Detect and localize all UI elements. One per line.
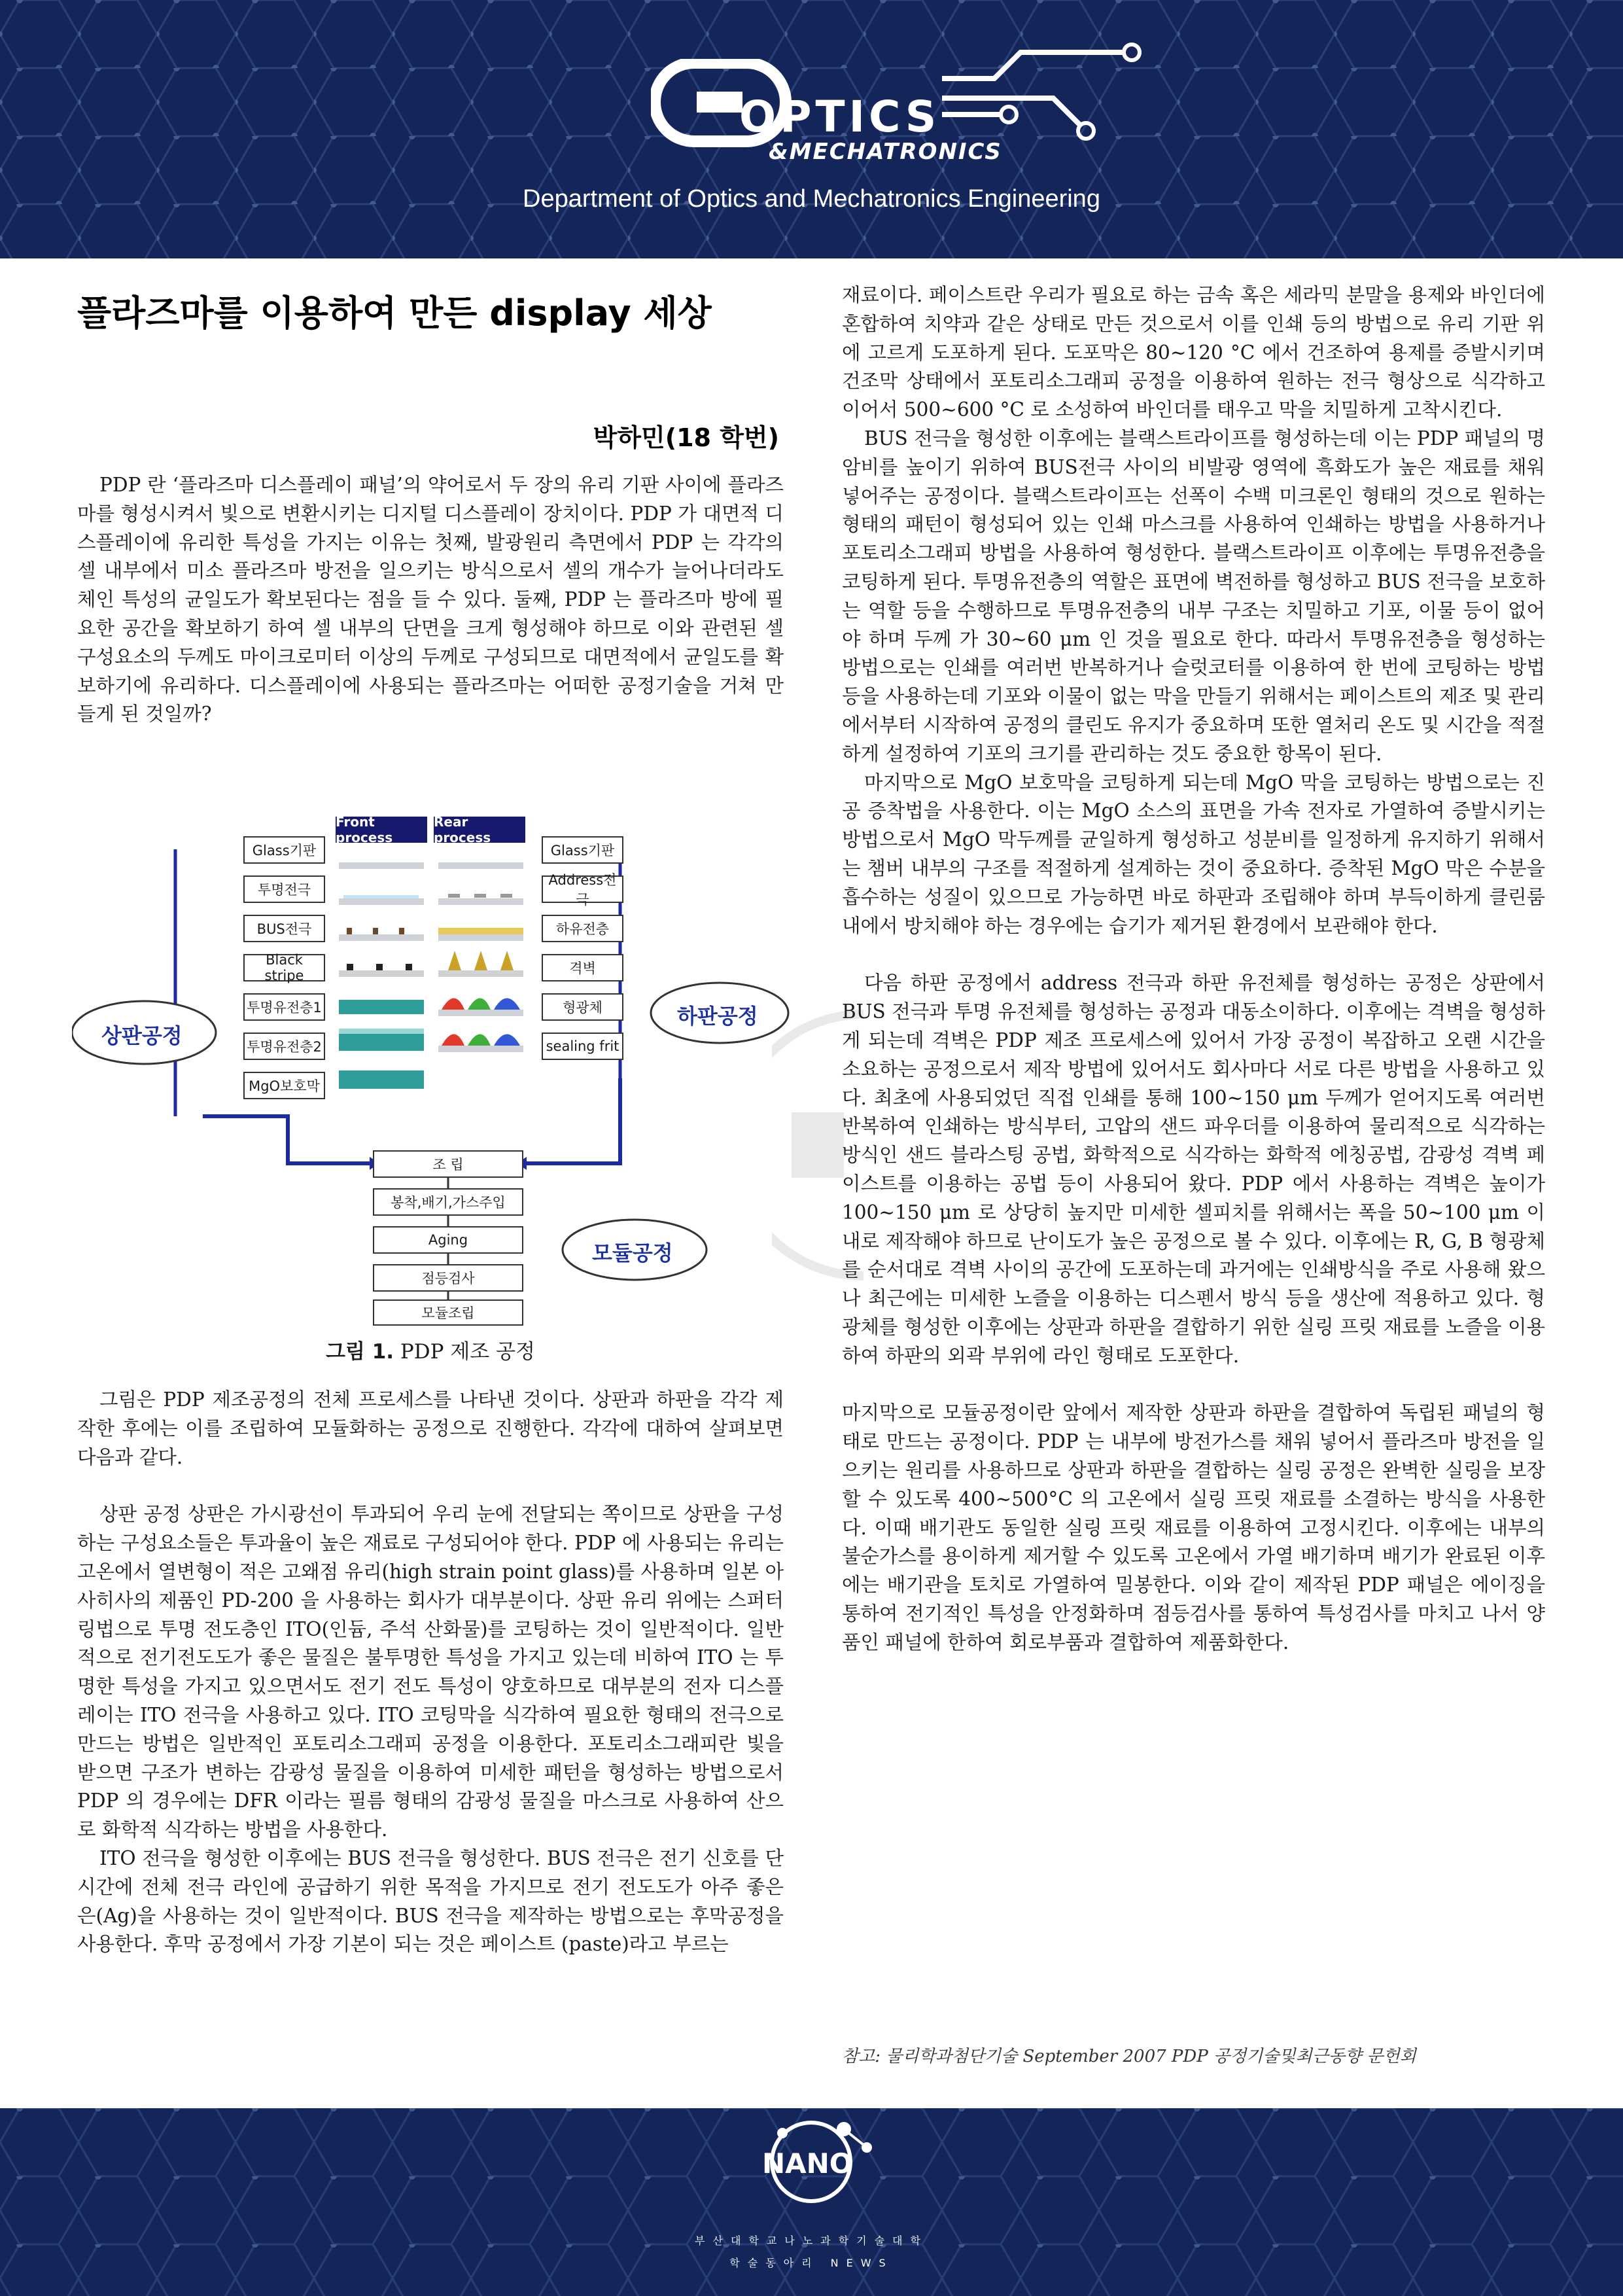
paragraph: 다음 하판 공정에서 address 전극과 하판 유전체를 형성하는 공정은 상판에서 BUS 전극과 투명 유전체를 형성하는 공정과 대동소이하다. 이후에는 격벽을 형성하게 되는데 격벽은 PDP 제조 프로세스에 있어서 가장 공정이 복잡하고 오랜 시간을 소요하는 공정으로서 제작 방법에 있어서도 회사마다 서로 다른 방법을 사용하고 있다. 최초에 사용되었던 직접 인쇄를 통해 100~150 μm 두께가 얻어지도록 여러번 반복하여 인쇄하는 방식부터, 고압의 샌드 파우더를 이용하여 물리적으로 식각하는 방식인 샌드 블라스팅 공법, 화학적으로 식각하는 화학적 에칭공법, 감광성 격벽 페이스트를 이용하는 공법 등이 사용되어 왔다. PDP 에서 사용하는 격벽은 높이가 100~150 μm 로 상당히 높지만 미세한 셀피치를 위해서는 폭을 50~100 μm 이내로 제작해야 하므로 난이도가 높은 공정으로 볼 수 있다. 이후에는 R, G, B 형광체를 순서대로 격벽 사이의 공간에 도포하는데 과거에는 인쇄방식을 주로 사용해 왔으나 최근에는 미세한 노즐을 이용하는 디스펜서 방식 등을 생산에 적용하고 있다. 형광체를 형성한 이후에는 상판과 하판을 결합하기 위한 실링 프릿 재료를 노즐을 이용하여 하판의 외곽 부위에 라인 형태로 도포한다. [842,972,1545,1367]
footer-college-name: 부산대학교나노과학기술대학 [695,2234,928,2247]
footer-club-news: 학술동아리 NEWS [729,2257,894,2269]
caption-text: PDP 제조 공정 [394,1340,535,1364]
front-step: Black stripe [243,954,325,981]
article-author: 박하민(18 학번) [593,423,779,452]
rear-step: 격벽 [542,954,623,981]
paragraph: BUS 전극을 형성한 이후에는 블랙스트라이프를 형성하는데 이는 PDP 패널의 명암비를 높이기 위하여 BUS전극 사이의 비발광 영역에 흑화도가 높은 재료를 채워 넣어주는 공정이다. 블랙스트라이프는 선폭이 수백 미크론인 형태의 것으로 원하는 형태의 패턴이 형성되어 있는 인쇄 마스크를 사용하여 인쇄하는 방법을 사용하거나 포토리소그래피 방법을 사용하여 형성한다. 블랙스트라이프 이후에는 투명유전층을 코팅하게 된다. 투명유전층의 역할은 표면에 벽전하를 형성하고 BUS 전극을 보호하는 역할 등을 수행하므로 투명유전층의 내부 구조는 치밀하고 기포, 이물 등이 없어야 하며 두께 가 30~60 μm 인 것을 필요로 한다. 따라서 투명유전층을 형성하는 방법으로는 인쇄를 여러번 반복하거나 슬럿코터를 이용하여 한 번에 코팅하는 방법 등을 사용하는데 기포와 이물이 없는 막을 만들기 위해서는 페이스트의 제조 및 관리에서부터 시작하여 공정의 클린도 유지가 중요하며 또한 열처리 온도 및 시간을 적절하게 설정하여 기포의 크기를 관리하는 것도 중요한 항목이 된다. [842,427,1545,765]
cloud-module-label: 모듈공정 [592,1241,673,1265]
cloud-rear-label: 하판공정 [677,1004,758,1029]
module-step: 점등검사 [373,1264,523,1292]
paragraph: 마지막으로 모듈공정이란 앞에서 제작한 상판과 하판을 결합하여 독립된 패널의 형태로 만드는 공정이다. PDP 는 내부에 방전가스를 채워 넣어서 플라즈마 방전을 일으키는 원리를 사용하므로 상판과 하판을 결합하는 실링 공정은 완벽한 실링을 보장할 수 있도록 400~500°C 의 고온에서 실링 프릿 재료를 소결하는 방식을 사용한다. 이때 배기관도 동일한 실링 프릿 재료를 이용하여 고정시킨다. 이후에는 내부의 불순가스를 용이하게 제거할 수 있도록 고온에서 가열 배기하며 배기가 완료된 이후에는 배기관을 토치로 가열하여 밀봉한다. 이와 같이 제작된 PDP 패널은 에이징을 통하여 전기적인 특성을 안정화하며 점등검사를 통하여 특성검사를 마치고 나서 양품인 패널에 한하여 회로부품과 결합하여 제품화한다. [842,1402,1545,1653]
paragraph: 마지막으로 MgO 보호막을 코팅하게 되는데 MgO 막을 코팅하는 방법으로는 진공 증착법을 사용한다. 이는 MgO 소스의 표면을 가속 전자로 가열하여 증발시키는 방법으로서 MgO 막두께를 균일하게 형성하고 성분비를 일정하게 유지하기 위해서는 챔버 내부의 구조를 적절하게 설계하는 것이 중요하다. 증착된 MgO 막은 수분을 흡수하는 성질이 있으므로 가능하면 바로 하판과 조립해야 하며 부득이하게 클린룸 내에서 방치해야 하는 경우에는 습기가 제거된 환경에서 보관해야 한다. [842,771,1545,937]
rear-layer-illustrations [438,862,523,1052]
pdp-process-diagram [72,810,792,1327]
front-step: 투명유전층1 [243,993,325,1021]
paragraph: 재료이다. 페이스트란 우리가 필요로 하는 금속 혹은 세라믹 분말을 용제와 바인더에 혼합하여 치약과 같은 상태로 만든 것으로서 이를 인쇄 등의 방법으로 유리 기판 위에 고르게 도포하게 된다. 도포막은 80~120 °C 에서 건조하여 용제를 증발시키며 건조막 상태에서 포토리소그래피 공정을 이용하여 원하는 전극 형상으로 식각하고 이어서 500~600 °C 로 소성하여 바인더를 태우고 막을 치밀하게 고착시킨다. [842,284,1545,421]
department-name: Department of Optics and Mechatronics Engineering [523,185,1100,213]
rear-process-header: Rear process [434,817,525,843]
front-step: MgO보호막 [243,1072,325,1099]
module-step: 모듈조립 [373,1299,523,1326]
module-step: 봉착,배기,가스주입 [373,1188,523,1216]
logo-optics-text: OPTICS [739,92,941,142]
paragraph: 그림은 PDP 제조공정의 전체 프로세스를 나타낸 것이다. 상판과 하판을 각각 제작한 후에는 이를 조립하여 모듈화하는 공정으로 진행한다. 각각에 대하여 살펴보면 다음과 같다. [77,1388,784,1468]
left-column-intro [77,471,784,729]
reference-note: 참고: 물리학과첨단기술 September 2007 PDP 공정기술및최근동향 문헌회 [842,2047,1416,2066]
module-step: Aging [373,1226,523,1254]
rear-step: Glass기판 [542,836,623,864]
front-step: 투명유전층2 [243,1033,325,1060]
front-layer-illustrations [339,862,424,1089]
module-step: 조 립 [373,1150,523,1178]
caption-label: 그림 1. [326,1340,394,1364]
right-column-body [842,281,1545,1657]
front-step: Glass기판 [243,836,325,864]
logo-mechatronics-text: &MECHATRONICS [769,139,1002,165]
front-process-header: Front process [336,817,427,843]
footer-logo-text: NANO [762,2147,853,2180]
rear-step: Address전극 [542,875,623,903]
paragraph: 상판 공정 상판은 가시광선이 투과되어 우리 눈에 전달되는 쪽이므로 상판을 구성하는 구성요소들은 투과율이 높은 재료로 구성되어야 한다. PDP 에 사용되는 유리는 고온에서 열변형이 적은 고왜점 유리(high strain point glass)를 사용하며 일본 아사히사의 제품인 PD-200 을 사용하는 회사가 대부분이다. 상판 유리 위에는 스퍼터링법으로 투명 전도층인 ITO(인듐, 주석 산화물)를 코팅하는 것이 일반적이다. 일반적으로 전기전도도가 좋은 물질은 불투명한 특성을 가지고 있는데 비하여 ITO 는 투명한 특성을 가지고 있으면서도 전기 전도 특성이 양호하므로 대부분의 전자 디스플레이는 ITO 전극을 사용하고 있다. ITO 코팅막을 식각하여 필요한 형태의 전극으로 만드는 방법은 일반적인 포토리소그래피 공정을 이용한다. 포토리소그래피란 빛을 받으면 구조가 변하는 감광성 물질을 이용하여 미세한 패턴을 형성하는 방법으로서 PDP 의 경우에는 DFR 이라는 필름 형태의 감광성 물질을 마스크로 사용하여 산으로 화학적 식각하는 방법을 사용한다. [77,1503,784,1841]
front-step: BUS전극 [243,915,325,942]
rear-step: 형광체 [542,993,623,1021]
front-step: 투명전극 [243,875,325,903]
rear-step: 하유전층 [542,915,623,942]
paragraph: ITO 전극을 형성한 이후에는 BUS 전극을 형성한다. BUS 전극은 전기 신호를 단시간에 전체 전극 라인에 공급하기 위한 목적을 가지므로 전기 전도도가 아주 좋은 은(Ag)을 사용하는 것이 일반적이다. BUS 전극을 제작하는 방법으로는 후막공정을 사용한다. 후막 공정에서 가장 기본이 되는 것은 페이스트 (paste)라고 부르는 [77,1846,784,1956]
paragraph: PDP 란 ‘플라즈마 디스플레이 패널’의 약어로서 두 장의 유리 기판 사이에 플라즈마를 형성시켜서 빛으로 변환시키는 디지털 디스플레이 장치이다. PDP 가 대면적 디스플레이에 유리한 특성을 가지는 이유는 첫째, 발광원리 측면에서 PDP 는 각각의 셀 내부에서 미소 플라즈마 방전을 일으키는 방식으로서 셀의 개수가 늘어나더라도 체인 특성의 균일도가 확보된다는 점을 들 수 있다. 둘째, PDP 는 플라즈마 방에 필요한 공간을 확보하기 하여 셀 내부의 단면을 크게 형성해야 하므로 이와 관련된 셀 구성요소의 두께도 마이크로미터 이상의 두께로 구성되므로 대면적에서 균일도를 확보하기에 유리하다. 디스플레이에 사용되는 플라즈마는 어떠한 공정기술을 거쳐 만들게 된 것일까? [77,474,784,726]
left-column-body [77,1386,784,1959]
rear-step: sealing frit [542,1033,623,1060]
figure-caption [77,1335,784,1364]
article-title: 플라즈마를 이용하여 만든 display 세상 [77,292,712,334]
cloud-front-label: 상판공정 [101,1023,183,1048]
